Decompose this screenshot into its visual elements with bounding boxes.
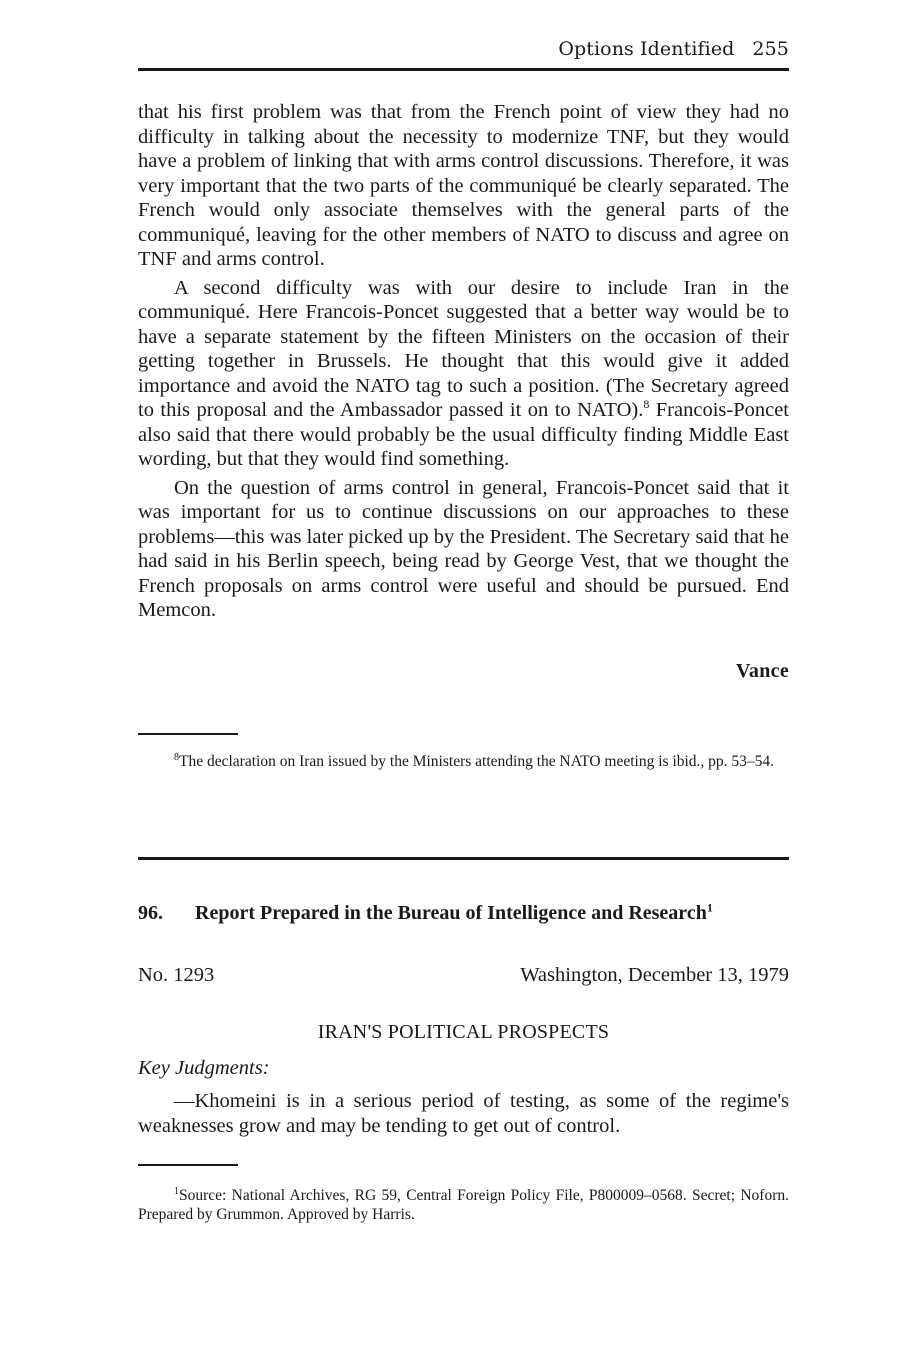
judgment-1: —Khomeini is in a serious period of testing, as some of the regime's weaknesses grow and may be tending to get out of control. [138,1090,789,1137]
running-head [558,38,789,60]
document-heading: IRAN'S POLITICAL PROSPECTS [317,1021,610,1043]
body-text [138,100,789,623]
paragraph-2-part-2: Francois-Poncet also said that there would probably be the usual difficulty finding Middle East wording, but that they would find something. [138,399,789,470]
footnote-1-text: Source: National Archives, RG 59, Central Foreign Policy File, P800009–0568. Secret; Noforn. Prepared by Grummon. Approved by Harris. [138,1187,789,1223]
page-number: 255 [752,38,789,60]
document-place-date: Washington, December 13, 1979 [520,964,789,986]
footnote-ref-1[interactable]: 1 [706,900,713,915]
paragraph-1: that his first problem was that from the French point of view they had no difficulty in talking about the necessity to modernize TNF, but they would have a problem of linking that with arms control discussions. Therefore, it was very important that the two parts of the communiqué be clearly separated. The French would only associate themselves with the general parts of the communiqué, leaving for the other members of NATO to discuss and agree on TNF and arms control. [138,101,789,270]
document-number: 96. [138,902,163,924]
footnote-8-body [138,752,789,771]
paragraph-2 [138,276,789,472]
document-meta [138,964,789,987]
footnote-ref-8[interactable]: 8 [643,397,650,412]
paragraph-3: On the question of arms control in general, Francois-Poncet said that it was important for us to continue discussions on our approaches to these problems—this was later picked up by the President. The Secretary said that he had said in his Berlin speech, being read by George Vest, that we thought the French proposals on arms control were useful and should be pursued. End Memcon. [138,476,789,621]
document-title [138,902,789,925]
document-title-text: Report Prepared in the Bureau of Intelligence and Research [195,902,707,924]
footnote-8-marker: 8 [174,751,179,763]
document-doc-number: No. 1293 [138,964,215,986]
section-rule [138,857,789,860]
header-rule [138,68,789,71]
footnote-1-marker: 1 [174,1185,179,1197]
footnote-8 [138,752,789,771]
footnote-8-text: The declaration on Iran issued by the Ministers attending the NATO meeting is ibid., pp. 53–54. [179,753,775,770]
footnote-rule-2 [138,1164,238,1166]
key-judgments-label: Key Judgments: [138,1057,270,1079]
running-head-title: Options Identified [558,38,735,60]
signature: Vance [736,660,789,682]
footnote-1 [138,1186,789,1224]
paragraph-2-part-1: A second difficulty was with our desire to include Iran in the communiqué. Here Francois-Poncet suggested that a better way would be to have a separate statement by the fifteen Ministers on the occasion of their getting together in Brussels. He thought that this would give it added importance and avoid the NATO tag to such a position. (The Secretary agreed to this proposal and the Ambassador passed it on to NATO). [138,276,789,421]
footnote-rule [138,733,238,735]
